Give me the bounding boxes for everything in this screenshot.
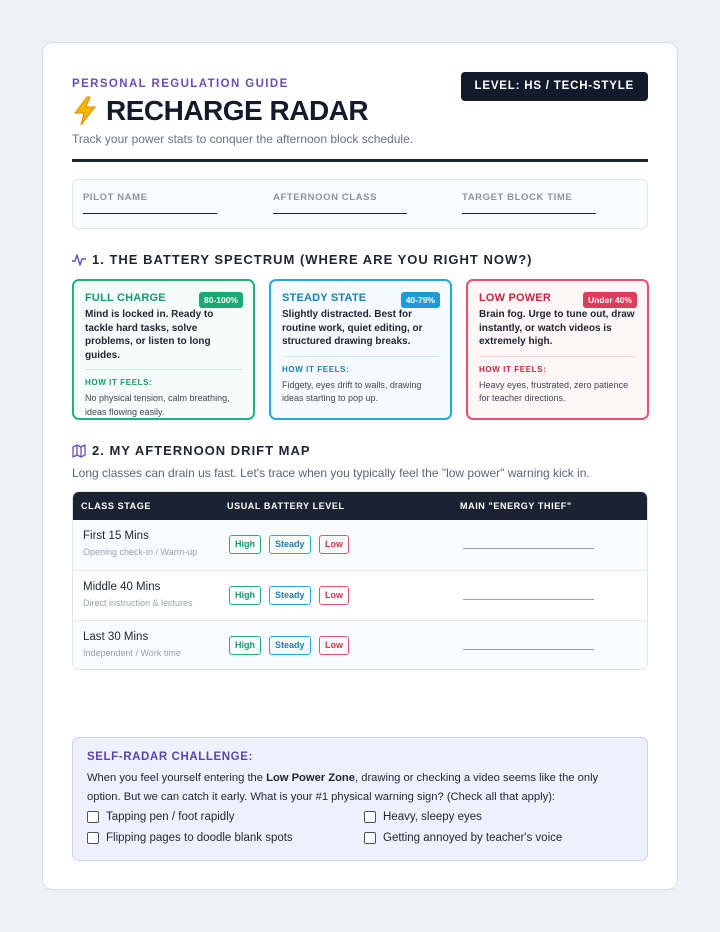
section-2-title bbox=[72, 443, 311, 458]
info-fields bbox=[72, 179, 648, 229]
section-2-intro: Long classes can drain us fast. Let's trace when you typically feel the "low power" warning kick in. bbox=[72, 466, 590, 480]
card-full-charge bbox=[72, 279, 255, 420]
table-row bbox=[73, 620, 647, 670]
card-description: Brain fog. Urge to tune out, draw instantly, or watch videos is extremely high. bbox=[479, 309, 635, 347]
checkbox[interactable] bbox=[87, 832, 99, 844]
card-steady-state bbox=[269, 279, 452, 420]
option-label: Tapping pen / foot rapidly bbox=[106, 811, 235, 823]
header-divider bbox=[72, 159, 648, 162]
level-high-option[interactable]: High bbox=[229, 586, 261, 605]
card-badge: 80-100% bbox=[199, 292, 243, 308]
checkbox[interactable] bbox=[364, 832, 376, 844]
page-subtitle: Track your power stats to conquer the afternoon block schedule. bbox=[72, 132, 414, 146]
level-steady-option[interactable]: Steady bbox=[269, 636, 311, 655]
level-low-option[interactable]: Low bbox=[319, 636, 349, 655]
energy-thief-blank[interactable] bbox=[463, 599, 594, 600]
level-low-option[interactable]: Low bbox=[319, 586, 349, 605]
option-label: Flipping pages to doodle blank spots bbox=[106, 832, 293, 844]
challenge-text-end: , drawing or checking a video seems like the only option. But we can catch it early. What is your #1 physical warning sign? (Check all that apply): bbox=[87, 772, 599, 803]
energy-thief-blank[interactable] bbox=[463, 548, 594, 549]
energy-thief-blank[interactable] bbox=[463, 649, 594, 650]
afternoon-class-label: AFTERNOON CLASS bbox=[273, 192, 377, 203]
column-header-energy-thief: MAIN "ENERGY THIEF" bbox=[460, 501, 572, 511]
afternoon-class-field[interactable] bbox=[273, 192, 407, 214]
pilot-name-field[interactable] bbox=[83, 192, 217, 214]
card-feels-text: No physical tension, calm breathing, ideas flowing easily. bbox=[85, 393, 230, 417]
page-title-text: RECHARGE RADAR bbox=[106, 95, 369, 126]
card-description: Slightly distracted. Best for routine work, quiet editing, or structured drawing breaks. bbox=[282, 309, 423, 347]
card-title: STEADY STATE bbox=[282, 292, 367, 304]
card-feels-text: Heavy eyes, frustrated, zero patience for teacher directions. bbox=[479, 379, 629, 403]
card-title: LOW POWER bbox=[479, 292, 552, 304]
card-feels-label: HOW IT FEELS: bbox=[85, 378, 153, 387]
page-title bbox=[72, 95, 368, 127]
row-stage: Middle 40 Mins bbox=[83, 581, 161, 593]
challenge-text-start: When you feel yourself entering the bbox=[87, 772, 267, 784]
pulse-icon bbox=[72, 253, 86, 267]
column-header-stage: CLASS STAGE bbox=[81, 501, 151, 511]
afternoon-class-line bbox=[273, 213, 407, 214]
checkbox[interactable] bbox=[87, 811, 99, 823]
challenge-text-bold: Low Power Zone bbox=[266, 772, 355, 784]
option-tapping-pen[interactable] bbox=[87, 811, 235, 823]
column-header-battery: USUAL BATTERY LEVEL bbox=[227, 501, 345, 511]
pilot-name-label: PILOT NAME bbox=[83, 192, 148, 203]
card-low-power bbox=[466, 279, 649, 420]
level-steady-option[interactable]: Steady bbox=[269, 535, 311, 554]
row-stage: First 15 Mins bbox=[83, 530, 149, 542]
card-divider bbox=[85, 369, 242, 370]
card-badge: Under 40% bbox=[583, 292, 637, 308]
table-row bbox=[73, 570, 647, 620]
pilot-name-line bbox=[83, 213, 217, 214]
battery-cards bbox=[72, 279, 650, 420]
table-row bbox=[73, 520, 647, 570]
section-1-title bbox=[72, 252, 533, 267]
drift-map-table bbox=[72, 491, 648, 670]
option-flipping-pages[interactable] bbox=[87, 832, 293, 844]
target-block-time-field[interactable] bbox=[462, 192, 596, 214]
card-feels-label: HOW IT FEELS: bbox=[282, 364, 350, 374]
option-label: Heavy, sleepy eyes bbox=[383, 811, 482, 823]
option-label: Getting annoyed by teacher's voice bbox=[383, 832, 563, 844]
row-detail: Independent / Work time bbox=[83, 648, 181, 658]
challenge-title: SELF-RADAR CHALLENGE: bbox=[87, 751, 253, 763]
level-high-option[interactable]: High bbox=[229, 636, 261, 655]
card-divider bbox=[282, 356, 439, 357]
worksheet-page bbox=[42, 42, 678, 890]
row-detail: Opening check-in / Warm-up bbox=[83, 547, 198, 557]
target-block-time-line bbox=[462, 213, 596, 214]
lightning-bolt-icon bbox=[72, 96, 98, 126]
card-feels-text: Fidgety, eyes drift to walls, drawing ideas starting to pop up. bbox=[282, 379, 422, 403]
card-title: FULL CHARGE bbox=[85, 292, 166, 304]
card-badge: 40-79% bbox=[401, 292, 440, 308]
level-badge: LEVEL: HS / TECH-STYLE bbox=[461, 72, 648, 101]
section-2-title-text: 2. MY AFTERNOON DRIFT MAP bbox=[92, 443, 311, 458]
target-block-time-label: TARGET BLOCK TIME bbox=[462, 192, 573, 203]
option-heavy-eyes[interactable] bbox=[364, 811, 482, 823]
checkbox[interactable] bbox=[364, 811, 376, 823]
level-steady-option[interactable]: Steady bbox=[269, 586, 311, 605]
card-description: Mind is locked in. Ready to tackle hard tasks, solve problems, or listen to long guides. bbox=[85, 309, 214, 361]
map-icon bbox=[72, 444, 86, 458]
table-header bbox=[73, 492, 647, 520]
section-1-title-text: 1. THE BATTERY SPECTRUM (WHERE ARE YOU RIGHT NOW?) bbox=[92, 252, 533, 267]
level-high-option[interactable]: High bbox=[229, 535, 261, 554]
option-annoyed-voice[interactable] bbox=[364, 832, 562, 844]
eyebrow-label: PERSONAL REGULATION GUIDE bbox=[72, 78, 289, 90]
self-radar-challenge bbox=[72, 737, 648, 861]
row-detail: Direct instruction & lectures bbox=[83, 598, 193, 608]
row-stage: Last 30 Mins bbox=[83, 631, 149, 643]
card-divider bbox=[479, 356, 636, 357]
level-low-option[interactable]: Low bbox=[319, 535, 349, 554]
challenge-text bbox=[87, 769, 633, 807]
card-feels-label: HOW IT FEELS: bbox=[479, 364, 547, 374]
